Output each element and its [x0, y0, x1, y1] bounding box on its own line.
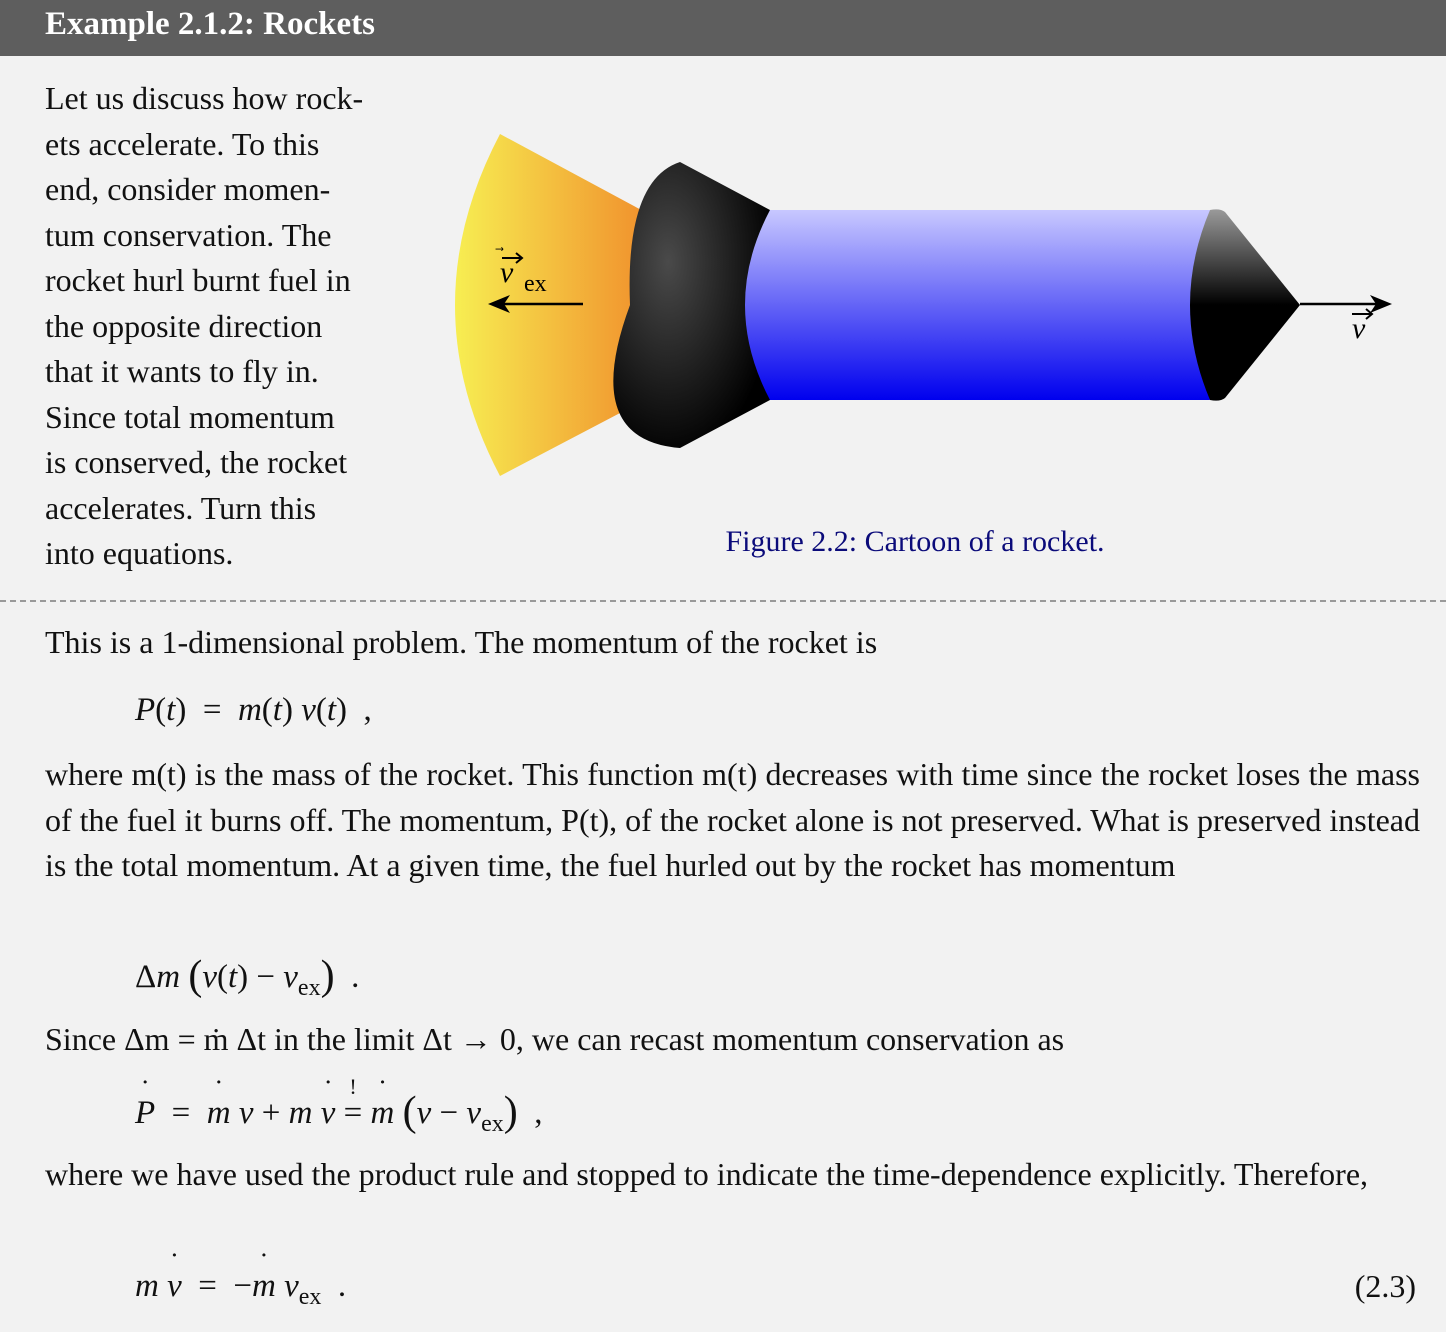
- example-title: Example 2.1.2: Rockets: [45, 6, 375, 42]
- intro-line: the opposite direction: [45, 307, 323, 344]
- equation-4: [135, 1264, 346, 1311]
- equation-1-rendered: P(t) = m(t) v(t) ,: [135, 692, 372, 728]
- equation-number: (2.3): [1354, 1268, 1416, 1304]
- exhaust-velocity-subscript: ex: [524, 271, 547, 297]
- intro-line: Since total momentum: [45, 398, 335, 435]
- paragraph-3: Since Δm = ṁ Δt in the limit Δt → 0, we can recast momentum conservation as: [45, 1021, 1065, 1057]
- rocket-figure: [430, 120, 1410, 500]
- intro-line: ets accelerate. To this: [45, 125, 320, 162]
- intro-line: into equations.: [45, 535, 234, 571]
- paragraph-1: This is a 1-dimensional problem. The momentum of the rocket is: [45, 624, 878, 660]
- intro-line: end, consider momen-: [45, 171, 331, 207]
- intro-line: accelerates. Turn this: [45, 489, 317, 526]
- intro-paragraph: [45, 76, 383, 577]
- equation-2-rendered: Δm $(v(t) - v_{ex})$ .: [135, 953, 360, 1001]
- equation-2: [135, 952, 359, 1002]
- dashed-divider: [0, 600, 1446, 602]
- rocket-nose-cone: [1190, 209, 1300, 400]
- intro-line: that it wants to fly in.: [45, 353, 319, 389]
- equation-3: [135, 1088, 542, 1138]
- rocket-body: [745, 210, 1210, 400]
- intro-line: Let us discuss how rock-: [45, 80, 364, 116]
- exhaust-velocity-label: v: [500, 256, 514, 289]
- intro-line: tum conservation. The: [45, 216, 332, 253]
- figure-caption: Figure 2.2: Cartoon of a rocket.: [725, 525, 1105, 558]
- intro-line: rocket hurl burnt fuel in: [45, 262, 351, 298]
- intro-line: is conserved, the rocket: [45, 444, 348, 480]
- equation-1: [135, 688, 372, 732]
- paragraph-4: where we have used the product rule and stopped to indicate the time-dependence explicitly. Therefore,: [45, 1156, 1369, 1192]
- rocket-velocity-label: v: [1352, 312, 1366, 345]
- equation-3-rendered: P ˙ = m ˙ v + m v ˙ ! = m ˙ $(v - v_{ex})$ ,: [135, 1095, 542, 1131]
- paragraph-2: where m(t) is the mass of the rocket. This function m(t) decreases with time since the rocket loses the mass of the fuel it burns off. The momentum, P(t), of the rocket alone is not preserved. What is preserved instead is the total momentum. At a given time, the fuel hurled out by the rocket has momentum: [45, 756, 1420, 883]
- example-header: [0, 0, 1446, 56]
- equation-4-rendered: m v ˙ = −m ˙ $v_{ex}$ .: [135, 1268, 346, 1304]
